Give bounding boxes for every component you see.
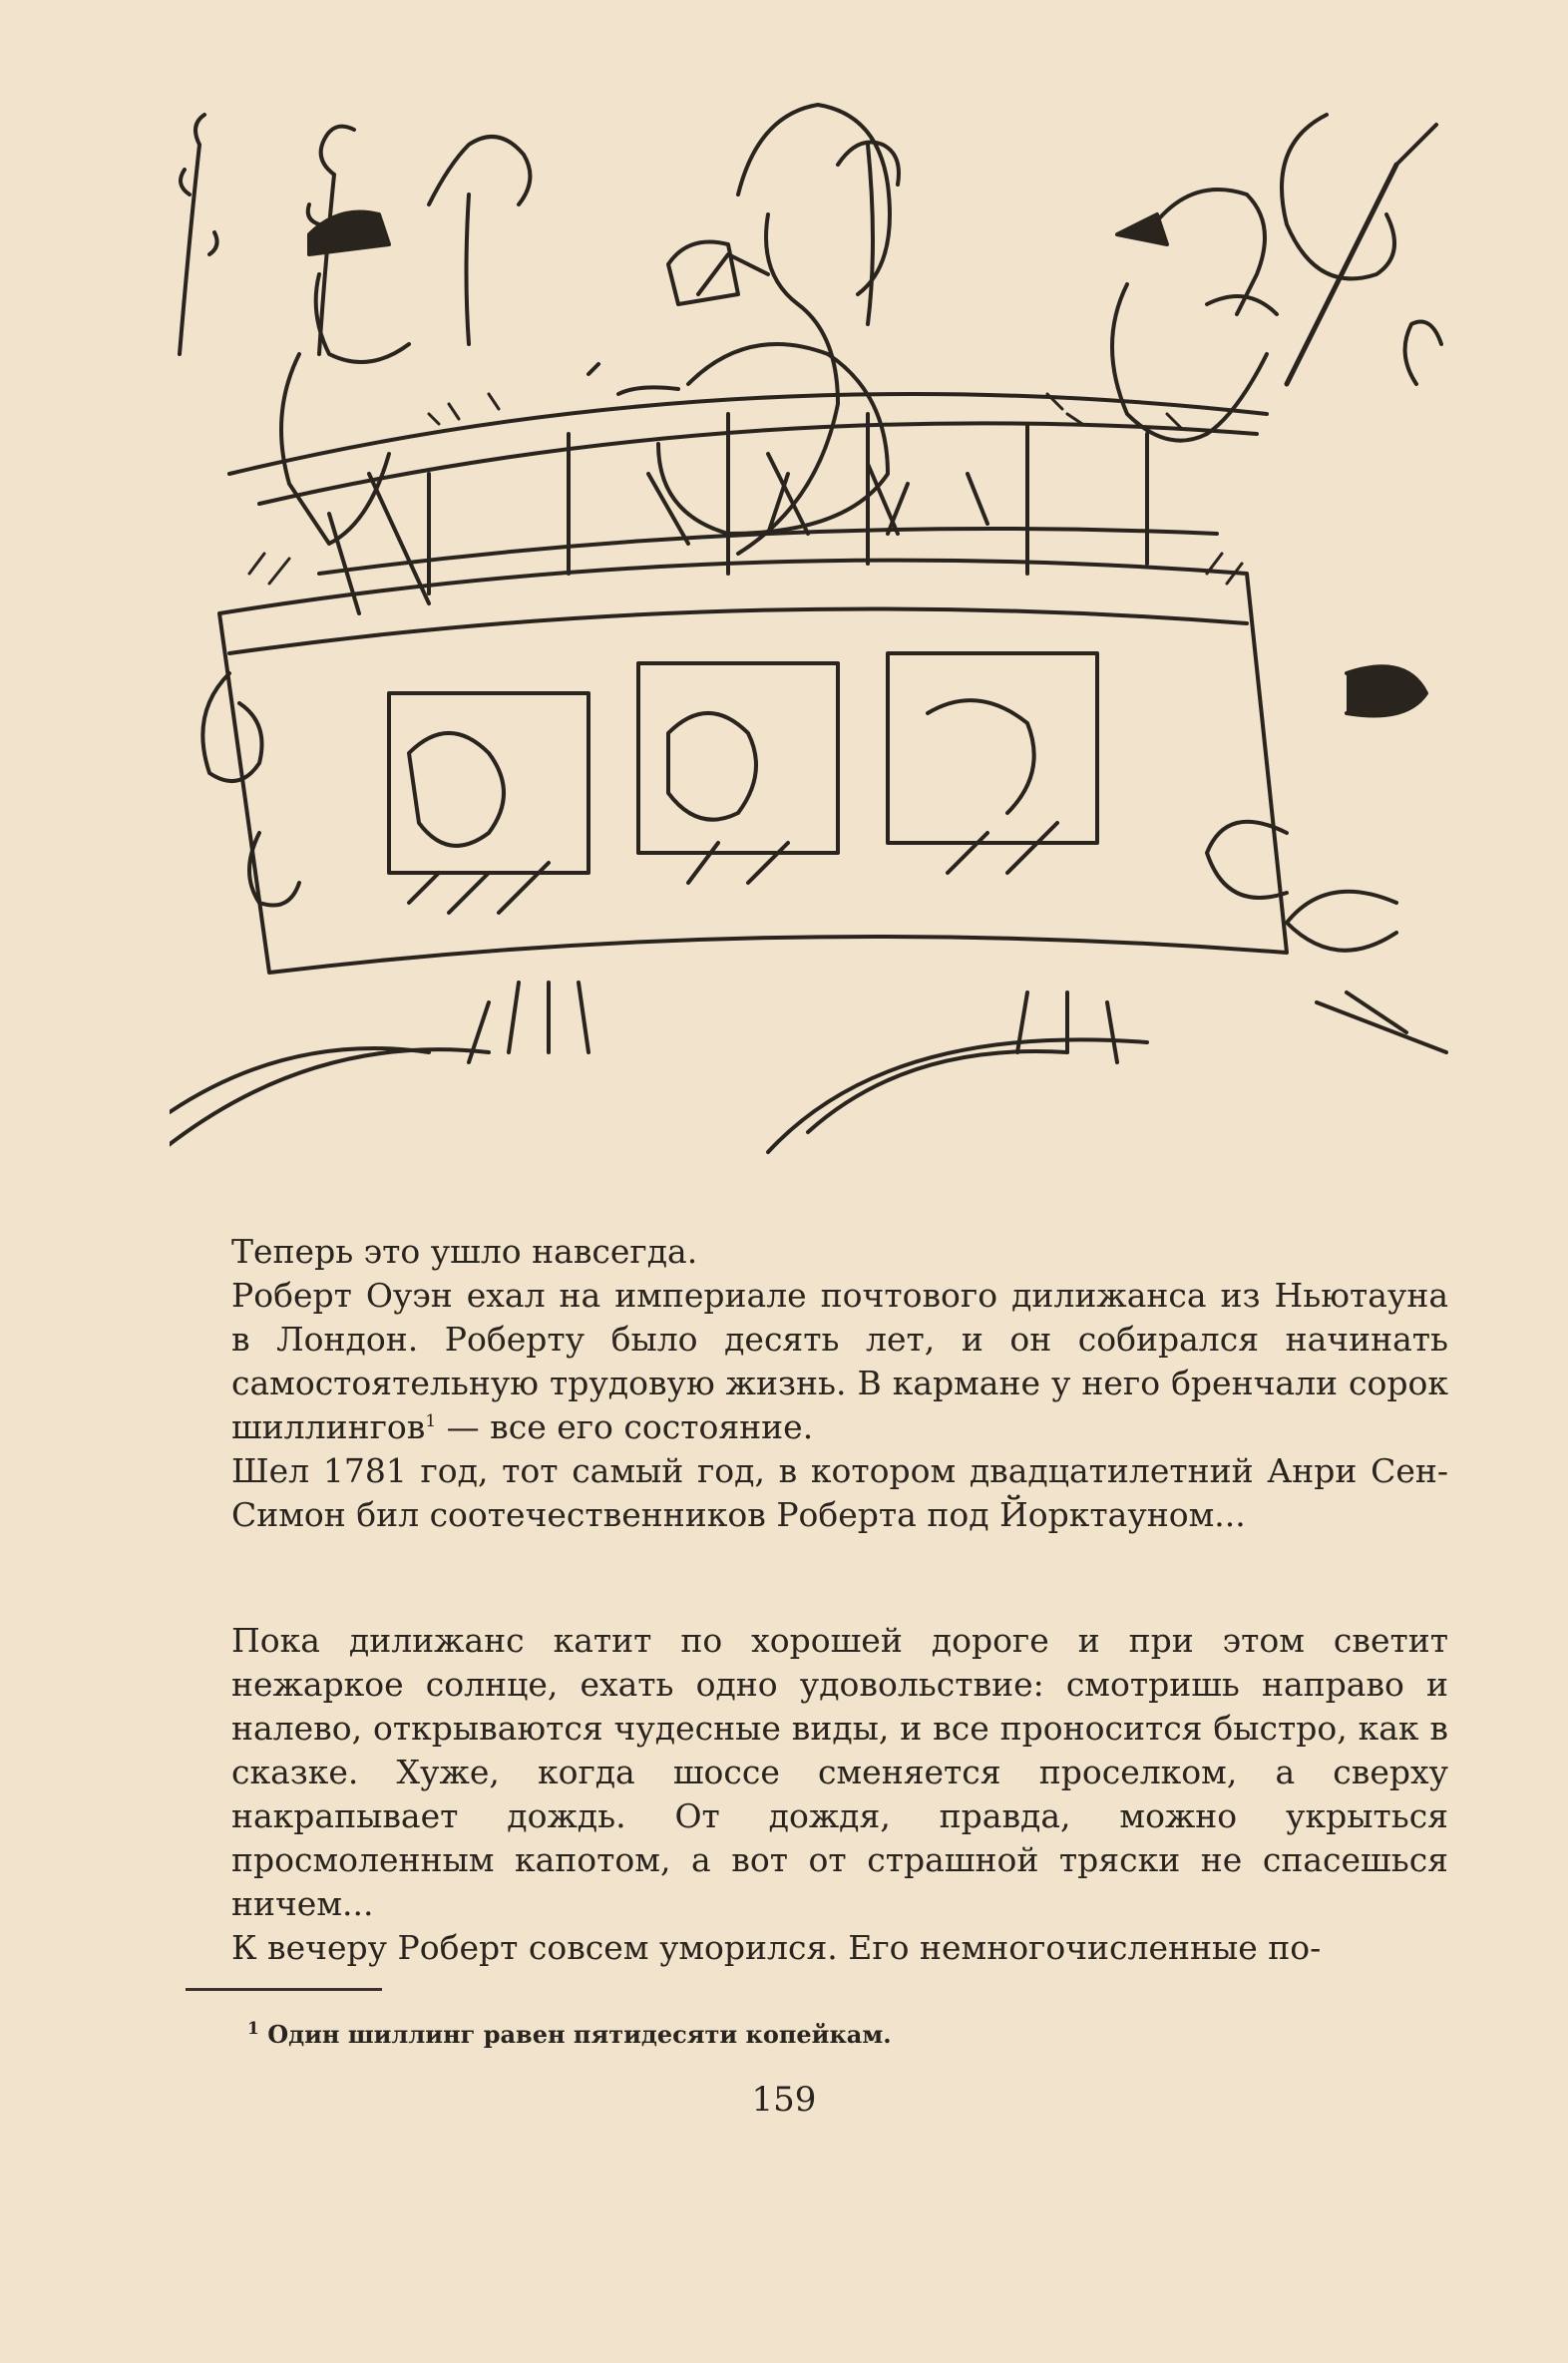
paragraph-3: Шел 1781 год, тот самый год, в котором двадцатилетний Анри Сен-Симон бил соотечественников Роберта под Йорктауном... — [231, 1451, 1448, 1534]
paragraph-5: К вечеру Роберт совсем уморился. Его немногочисленные по- — [231, 1928, 1322, 1967]
paragraph-2-tail: — все его состояние. — [446, 1407, 814, 1446]
stagecoach-illustration-icon — [170, 55, 1456, 1172]
paragraph-4: Пока дилижанс катит по хорошей дороге и при этом светит нежаркое солнце, ехать одно удовольствие: смотришь направо и налево, открываются чудесные виды, и все проносится быстро, как в сказке. Хуже, когда шоссе сменяется проселком, а сверху накрапывает дождь. От дождя, правда, можно укрыться просмоленным капотом, а вот от страшной тряски не спасешься ничем... — [231, 1621, 1448, 1923]
footnote — [247, 2020, 1145, 2050]
paragraph-1: Теперь это ушло навсегда. — [231, 1232, 698, 1271]
paragraph-2 — [231, 1274, 1448, 1449]
footnote-ref: 1 — [425, 1411, 437, 1431]
footnote-text: Один шиллинг равен пятидесяти копейкам. — [267, 2020, 892, 2049]
footnote-divider — [186, 1988, 382, 1991]
page-number: 159 — [751, 2080, 817, 2120]
main-text — [231, 1230, 1448, 1970]
footnote-marker: 1 — [247, 2019, 259, 2039]
paragraph-2-text: Роберт Оуэн ехал на империале почтового дилижанса из Ньютауна в Лондон. Роберту было десять лет, и он собирался начинать самостоятельную трудовую жизнь. В кармане у него бренчали сорок шиллингов — [231, 1276, 1448, 1446]
